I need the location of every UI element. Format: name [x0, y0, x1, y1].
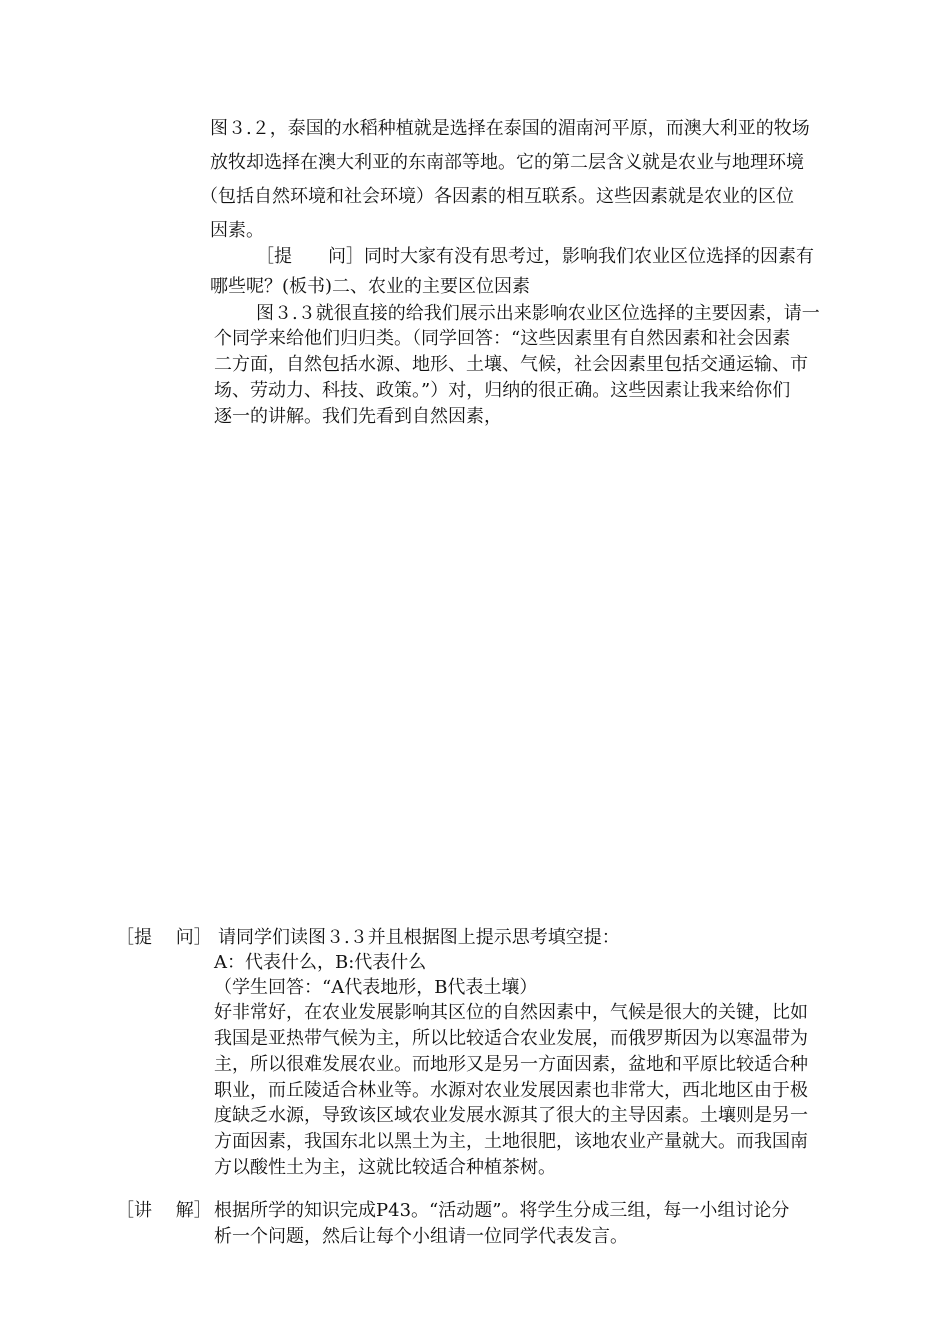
text-line: 二方面，自然包括水源、地形、土壤、气候，社会因素里包括交通运输、市	[214, 354, 808, 375]
question-label: ［提 问］	[116, 927, 212, 948]
text-line: 逐一的讲解。我们先看到自然因素，	[214, 406, 502, 427]
text-line: 哪些呢？(板书)二、农业的主要区位因素	[210, 276, 531, 297]
text-line: 场、劳动力、科技、政策。”）对，归纳的很正确。这些因素让我来给你们	[214, 380, 791, 401]
text-line: 方面因素，我国东北以黑土为主，土地很肥，该地农业产量就大。而我国南	[214, 1131, 808, 1152]
text-line: （包括自然环境和社会环境）各因素的相互联系。这些因素就是农业的区位	[200, 186, 794, 207]
text-line: （学生回答：“A代表地形，B代表土壤）	[214, 977, 538, 998]
text-line: 主，所以很难发展农业。而地形又是另一方面因素，盆地和平原比较适合种	[214, 1054, 808, 1075]
text-line: 图３.２，泰国的水稻种植就是选择在泰国的湄南河平原，而澳大利亚的牧场	[210, 118, 810, 139]
text-line: ［提 问］同时大家有没有思考过，影响我们农业区位选择的因素有	[256, 246, 814, 267]
text-line: 方以酸性土为主，这就比较适合种植茶树。	[214, 1157, 556, 1178]
text-line: 图３.３就很直接的给我们展示出来影响农业区位选择的主要因素，请一	[256, 303, 820, 324]
text-line: 根据所学的知识完成P43。“活动题”。将学生分成三组，每一小组讨论分	[214, 1200, 790, 1221]
text-line: 度缺乏水源，导致该区域农业发展水源其了很大的主导因素。土壤则是另一	[214, 1105, 808, 1126]
text-line: 请同学们读图３.３并且根据图上提示思考填空提：	[218, 927, 620, 948]
text-line: 析一个问题，然后让每个小组请一位同学代表发言。	[214, 1226, 628, 1247]
text-line: A：代表什么，B:代表什么	[214, 952, 427, 973]
explain-label: ［讲 解］	[116, 1200, 212, 1221]
text-line: 个同学来给他们归归类。（同学回答：“这些因素里有自然因素和社会因素	[214, 328, 791, 349]
text-line: 放牧却选择在澳大利亚的东南部等地。它的第二层含义就是农业与地理环境	[210, 152, 804, 173]
text-line: 职业，而丘陵适合林业等。水源对农业发展因素也非常大，西北地区由于极	[214, 1080, 808, 1101]
text-line: 我国是亚热带气候为主，所以比较适合农业发展，而俄罗斯因为以寒温带为	[214, 1028, 808, 1049]
text-line: 好非常好，在农业发展影响其区位的自然因素中，气候是很大的关键，比如	[214, 1002, 808, 1023]
text-line: 因素。	[210, 220, 264, 241]
